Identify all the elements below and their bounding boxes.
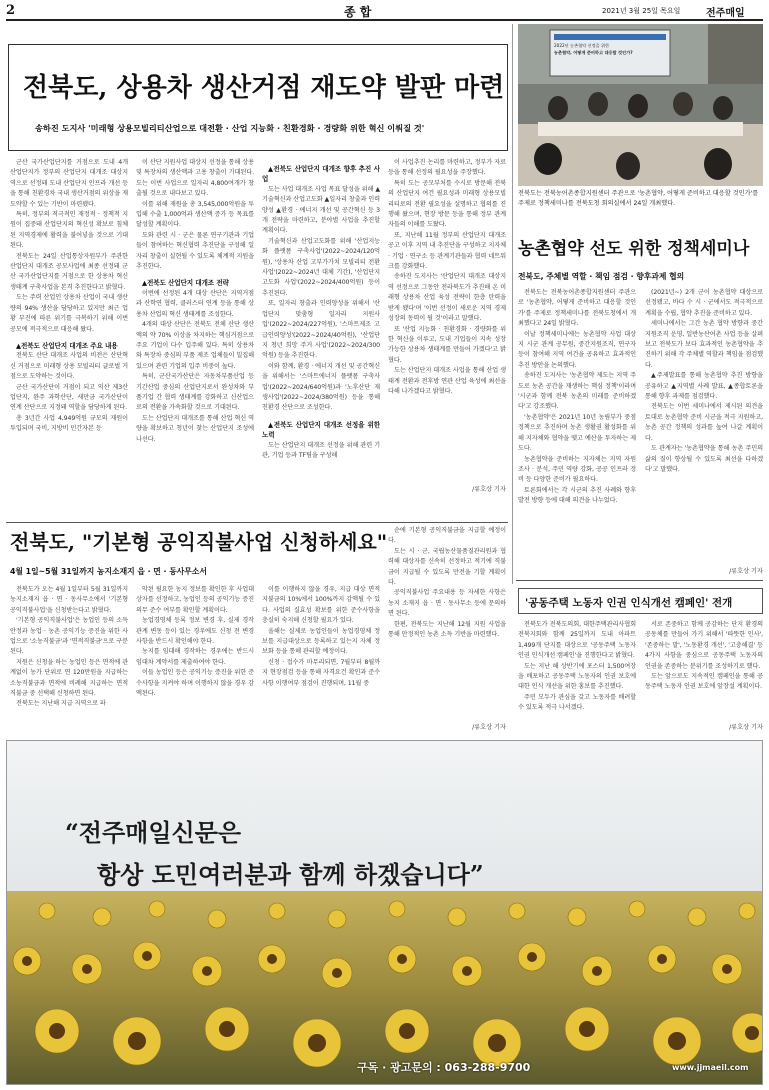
sunflower-field-illustration [7,741,763,1085]
photo-article-headline: 농촌협약 선도 위한 정책세미나 [518,239,750,259]
page-header [6,3,763,19]
article-paragraph: 도 관계자는 '농촌협약을 통해 농촌 주민의 삶의 질이 향상될 수 있도록 최선을 다하겠다'고 말했다. [645,445,763,473]
article-subhead: ▲전북도 산업단지 대개조 전략 [142,279,229,288]
section-title: 종 합 [344,5,372,19]
article-paragraph: 전북도는 24일 산업통상자원부가 주관한 산업단지 대개조 공모사업에 최종 선정돼 군산 국가산업단지를 거점으로 한 상용차 혁신 생태계 구축사업을 본격 추진한다고 밝혔다. [10,252,128,291]
ad-slogan-line-1: “전주매일신문은 [65,818,242,847]
article-paragraph: 농지를 임대해 경작하는 경우에는 반드시 임대차 계약서를 제출하여야 한다. [136,648,254,666]
article-2-headline: 전북도, "기본형 공익직불사업 신청하세요" [10,530,388,554]
article-paragraph: 농업경영체 등록 정보 변경 후, 실제 경작 관계 변동 등이 있는 경우에도 신청 전 변경 사항을 반드시 확인해야 한다. [136,617,254,646]
article-paragraph: 이 사업추진 논리를 마련하고, 정부가 자료 등을 통해 선정의 필요성을 주장했다. [388,159,506,177]
article-paragraph: 도는 산업단지 대개조를 통해 산업 혁신 역량을 확보하고 청년이 찾는 산업단지 조성에 나선다. [136,414,254,443]
article-paragraph: 4개의 대상 산단은 전북도 전체 산단 생산액의 약 70% 이상을 차지하는 핵심거점으로 주요 기업이 다수 입주해 있다. 특히 상용차와 특장차 중심의 부품 제조 업체들이 밀집해 있으며 관련 기업의 입주 비중이 높다. [136,321,254,370]
ad-slogan-line-2: 항상 도민여러분과 함께 하겠습니다” [97,860,484,889]
article-paragraph: 서로 존중하고 함께 공감하는 단지 환경의 공동체를 만들어 가기 위해서 '따뜻한 인사', '존중하는 말', '노동환경 개선', '고충해결' 등 4가지 사항을 중심으로 공동주택 노동자의 인권을 존중하는 분위기를 조성하기로 했다. [645,621,763,670]
article-paragraph: 전북도는 전북농어촌종합지원센터 주관으로 '농촌협약, 어떻게 준비하고 대응할 것인가'를 주제로 정책세미나를 전북도청에서 개최했다고 24일 밝혔다. [518,289,636,328]
article-paragraph: 도는 지난 해 상반기에 포스터 1,500여장을 배포하고 공동주택 노동자의 인권 보호에 대한 인식 개선을 위한 홍보를 추진했다. [518,662,636,691]
article-paragraph: 토론회에서는 각 시군의 추진 사례와 향후 발전 방향 등에 대해 의견을 나누었다. [518,486,636,505]
article-paragraph: 주민 모두가 관심을 갖고 노동자를 배려할 수 있도록 적극 나서겠다. [518,693,636,712]
article-paragraph: 특히 도는 공모부처를 수시로 방문해 전북의 산업단지 여건 필요성과 미래형 상용모빌리티로의 전환 필요성을 설명하고 협의를 진행해 왔으며, 현장 방문 등을 통해 정부 관계자들의 이해를 도왔다. [388,179,506,229]
article-paragraph: 전북도가 오는 4월 1일부터 5월 31일까지 농지소재지 읍 · 면 · 동사무소에서 '기본형 공익직불사업'을 신청받는다고 밝혔다. [10,586,128,614]
photo-article-column-1 [518,288,636,578]
article-3-column-1 [518,620,636,730]
article-paragraph: ▲주제발표를 통해 농촌협약 추진 방향을 공유하고 ▲지역별 사례 발표, ▲종합토론을 통해 향후 과제를 점검했다. [645,372,763,401]
article-paragraph: 송하진 도지사는 '농촌협약 제도는 지역 주도로 농촌 공간을 재생하는 핵심 정책'이라며 '시군과 함께 전북 농촌의 미래를 준비하겠다'고 강조했다. [518,372,636,411]
ad-contact: 구독 · 광고문의 : 063-288-9700 [357,1061,531,1074]
article-2-column-3 [262,585,380,733]
article-paragraph: 또, 지난해 11월 정부의 산업단지 대개조 공고 이후 지역 내 추진단을 구성하고 지자체 · 기업 · 연구소 등 관계기관들과 협력 네트워크를 강화했다. [388,231,506,271]
article-paragraph: 도는 산업단지 대개조 선정을 위해 관련 기관, 기업 등과 TF팀을 구성해 [262,441,380,459]
article-1-column-3 [262,158,380,518]
article-paragraph: 군산 국가산업단지를 거점으로 도내 4개 산업단지가 정부의 산업단지 대개조 대상지역으로 선정돼 도내 산업단지 인프라 개선 등을 통해 친환경차 국내 생산거점의 위상을 재도약할 수 있는 기반이 마련됐다. [10,159,128,208]
article-1-column-2 [136,158,254,518]
article-3-column-2 [645,620,763,720]
article-1-headline-box [8,44,508,151]
article-paragraph: 악된 필요한 농지 정보를 확인한 후 사업대상자를 선정하고, 농업인 등의 공익기능 증진 의무 준수 여부를 확인할 계획이다. [136,586,254,614]
photo-article-byline: /류호상 기자 [729,568,763,575]
photo-caption: 전북도는 전북농어촌종합지원센터 주관으로 '농촌협약, 어떻게 준비하고 대응할 것인가'를 주제로 정책세미나를 전북도청 회의실에서 24일 개최했다. [518,190,759,207]
page-number: 2 [6,3,16,18]
article-paragraph: 또 '산업 지능화 · 친환경화 · 경량화를 위한 혁신을 이루고, 도내 기업들이 지속 성장 가능한 상용차 생태계를 만들어 가겠다'고 밝혔다. [388,325,506,364]
article-1-column-4 [388,158,506,500]
article-2-byline: /류호상 기자 [472,724,506,731]
issue-date: 2021년 3월 25일 목요일 [602,7,681,15]
article-paragraph: 이날 정책세미나에는 농촌협약 사업 대상지 시군 관계 공무원, 중간지원조직, 연구자 등이 참여해 지역 여건을 공유하고 효과적인 추진 방안을 논의했다. [518,330,636,369]
article-3-headline-box [518,588,763,614]
article-3-headline: '공동주택 노동자 인권 인식개선 캠페인' 전개 [525,597,733,609]
photo-article-column-2 [645,288,763,564]
article-paragraph: 도는 산업단지 대개조 사업을 통해 산업 생태계 전환과 전후방 연관 산업 육성에 최선을 다해 나가겠다고 밝혔다. [388,367,506,395]
article-paragraph: 전북도 산단 대개조 사업의 비전은 산단혁신 거점으로 미래형 상용 모빌리티 글로벌 거점으로 도약하는 것이다. [10,352,128,381]
article-2-column-4 [388,526,506,720]
article-paragraph: 이와 함께, 환경 · 에너지 개선 및 공간혁신을 위해서는 '스마트에너지 플랫폼 구축사업'(2022~2024/640억원)과 '노후산단 재생사업'(2022~2024/380억원) 등을 통해 친환경 산단으로 조성한다. [262,362,380,412]
seminar-banner-line-2: 농촌협약, 어떻게 준비하고 대응할 것인가? [554,50,633,55]
advertisement [6,740,763,1085]
article-paragraph: 특히, 정부의 적극적인 재정적 · 정책적 지원이 집중돼 산업단지의 혁신성 확보로 침체된 지역경제에 활력을 불어넣을 것으로 기대된다. [10,211,128,250]
seminar-banner-line-1: 2022년 농촌협약 선정을 위한 [554,43,610,48]
article-paragraph: 전북도는 지난해 지급 지역으로 파 [16,700,106,708]
article-paragraph: 한편, 전북도는 지난해 12월 지원 사업을 통해 안정적인 농촌 소득 기반을 마련했다. [388,620,506,639]
article-subhead: ▲전북도 산업단지 대개조 주요 내용 [16,341,118,350]
article-paragraph: 순에 기본형 공익직불금을 지급할 예정이다. [388,527,506,545]
article-paragraph: '기본형 공익직불사업'은 농업인 등의 소득안정과 농업 · 농촌 공익기능 증진을 위한 사업으로 '소농직불금'과 '면적직불금'으로 구분된다. [10,617,128,656]
article-paragraph: 이를 위해 재원을 총 3,545,000억원을 투입해 수출 1,000억과 생산액 증가 등 목표를 달성할 계획이다. [136,200,254,229]
article-paragraph: 또, 일자리 창출과 인력양성을 위해서 '산업단지 맞춤형 일자리 지원사업'(2022~2024/227억원), '스마트제조 고급인력양성'(2022~2024/40억원), '산업단지 청년 희망 주거 사업'(2022~2024/300억원) 등을 추진한다. [262,300,380,360]
divider-rule [6,522,508,523]
article-subhead: ▲전북도 산업단지 대개조 선정을 위한 노력 [262,420,380,440]
article-2-column-1 [10,585,128,733]
article-1-subheadline: 송하진 도지사 '미래형 상용모빌리티산업으로 대전환 · 산업 지능화 · 친환경화 · 경량화 위한 혁신 이뤄질 것' [35,123,425,133]
article-1-byline: /류호상 기자 [472,486,506,493]
article-paragraph: 세미나에서는 그간 농촌 협약 방향과 중간지원조직 운영, 일반농산어촌 사업 등을 살펴보고 전북도가 보다 효과적인 농촌협약을 추진하기 위해 각 주체별 역할과 책임을 점검했다. [645,320,763,369]
article-paragraph: 특히, 군산국가산단은 자동차부품산업 등 기간산업 중심의 산업단지로서 완성차와 부품기업 간 협력 생태계를 강화하고 신산업으로의 전환을 가속화할 것으로 기대된다. [136,373,254,412]
article-paragraph: 지원은 신청을 하는 농업인 등은 면적에 관계없이 농가 단위로 연 120만원을 지급하는 소농직불금과 면적에 비례해 지급하는 면적직불금 중 선택해 신청하면 된다. [10,658,128,698]
article-paragraph: 도는 앞으로도 지속적인 캠페인을 통해 공동주택 노동자 인권 보호에 앞장설 계획이다. [645,673,763,691]
article-paragraph: 도는 사업 대개조 사업 목표 달성을 위해 ▲기술혁신과 산업고도화 ▲일자리 창출과 인력양성 ▲환경 · 에너지 개선 및 공간혁신 등 3개 전략을 마련하고, 분야별 사업을 추진할 계획이다. [262,185,380,235]
article-paragraph: 이들 농업인 등은 공익기능 증진을 위한 준수사항을 지켜야 하며 이행하지 않을 경우 감액된다. [136,669,254,698]
article-paragraph: 전북도는 이번 세미나에서 제시된 의견을 토대로 농촌협약 준비 시군을 적극 지원하고, 농촌 공간 정책의 성과를 높여 나갈 계획이다. [645,403,763,442]
article-paragraph: 이를 이행하지 않을 경우, 지급 대상 면적 지불금의 10%에서 100%까지 감액될 수 있다. 사업의 실효성 확보를 위한 준수사항을 충실히 숙지해 신청할 필요가 있다. [262,586,380,625]
ad-website: www.jjmaeil.com [672,1063,749,1072]
article-paragraph: 공익직불사업 주요내용 등 자세한 사항은 농지 소재지 읍 · 면 · 동사무소 등에 문의하면 된다. [388,589,506,618]
article-paragraph: 송하진 도지사는 '산업단지 대개조 대상지역 선정으로 그동안 전라북도가 추진해 온 미래형 상용차 산업 육성 전략이 한층 탄력을 받게 됐다'며 '이번 선정이 새로운 지역 경제 성장의 동력이 될 것'이라고 말했다. [388,273,506,323]
header-rule [6,19,763,21]
photo-article-subheadline: 전북도, 주체별 역할 · 책임 점검 · 향후과제 협의 [518,272,685,281]
article-paragraph: 도는 주력 산업인 상용차 산업이 국내 생산량의 94% 생산을 담당하고 있지만 최근 업황 부진에 따른 위기를 극복하기 위해 이번 공모에 적극적으로 대응해 왔다. [10,294,128,333]
article-paragraph: 이 산단 지원사업 대상지 선정을 통해 상용 및 특장차의 생산액과 고용 창출이 기대된다. 도는 이번 사업으로 일자리 4,800여개가 창출될 것으로 내다보고 있다. [136,159,254,198]
article-1-headline: 전북도, 상용차 생산거점 재도약 발판 마련 [23,73,505,103]
column-divider [512,24,513,584]
article-paragraph: 도는 시 · 군, 국립농산물품질관리원과 협력해 대상자를 신속히 선정하고 적기에 직불금이 지급될 수 있도록 만전을 기할 계획이다. [388,547,506,587]
article-2-subheadline: 4월 1일~5월 31일까지 농지소재지 읍 · 면 · 동사무소서 [10,567,207,576]
seminar-photo [518,24,763,186]
article-paragraph: 농촌협약을 준비하는 지자체는 지역 자원 조사 · 분석, 주민 역량 강화, 공공 인프라 정비 등 다양한 준비가 필요하다. [518,455,636,484]
article-paragraph: 도와 관련 시 · 군은 물론 연구기관과 기업들이 참여하는 혁신협력 추진단을 구성해 일자리 창출이 실현될 수 있도록 체계적 지원을 추진한다. [136,231,254,271]
divider-rule-right [516,580,763,581]
article-paragraph: 전북도가 전북도의회, 대한주택관리사협회 전북지회와 함께 25일까지 도내 아파트 1,499개 단지를 대상으로 '공동주택 노동자 인권 인식개선 캠페인'을 진행한다고 밝혔다. [518,621,636,660]
article-paragraph: 올해는 실제로 농업인들이 농업경영체 정보를 지급대상으로 등록하고 있는지 자체 정보화 등을 통해 관리할 예정이다. [262,627,380,656]
article-paragraph: 신청 · 접수가 마무리되면, 7월부터 8월까지 현장점검 등을 통해 자격요건 확인과 준수사항 이행여부 점검이 진행되며, 11월 중 [262,658,380,687]
article-paragraph: 군산 국가산단이 거점이 되고 익산 제3산업단지, 완주 과학산단, 새만금 국가산단이 연계 산단으로 지정돼 역할을 담당하게 된다. [10,383,128,412]
article-paragraph: 이번에 선정된 4개 대상 산단은 지역거점과 산학연 협력, 클러스터 연계 등을 통해 상용차 산업의 혁신 생태계를 조성한다. [136,289,254,318]
article-paragraph: 기술혁신과 산업고도화를 위해 '산업지능화 플랫폼 구축사업'(2022~2024/120억원), '상용차 산업 고부가가치 모빌리티 전환사업'(2022~2024년 대체 기간), '산업단지 고도화 사업'(2022~2024/400억원) 등이 추진된다. [262,237,380,297]
article-paragraph: '농촌협약'은 2021년 10년 농림부가 중점 정책으로 추진하며 농촌 생활권 활성화를 위해 지자체와 협약을 맺고 예산을 투자하는 제도다. [518,413,636,453]
article-paragraph: (2021년~) 2개 군이 농촌협약 대상으로 선정됐고, 바다 수 시 · 군에서도 적극적으로 계획을 수립, 협약 추진을 준비하고 있다. [645,289,763,317]
article-1-column-1 [10,158,128,518]
paper-name: 전주매일 [706,8,745,19]
article-paragraph: 총 3년간 사업 4,949억원 규모의 재원이 투입되며 국비, 지방비 민간자본 등 [10,414,128,433]
article-2-column-2 [136,585,254,733]
article-subhead: ▲전북도 산업단지 대개조 향후 추진 사업 [262,165,380,184]
article-3-byline: /류호상 기자 [729,724,763,731]
